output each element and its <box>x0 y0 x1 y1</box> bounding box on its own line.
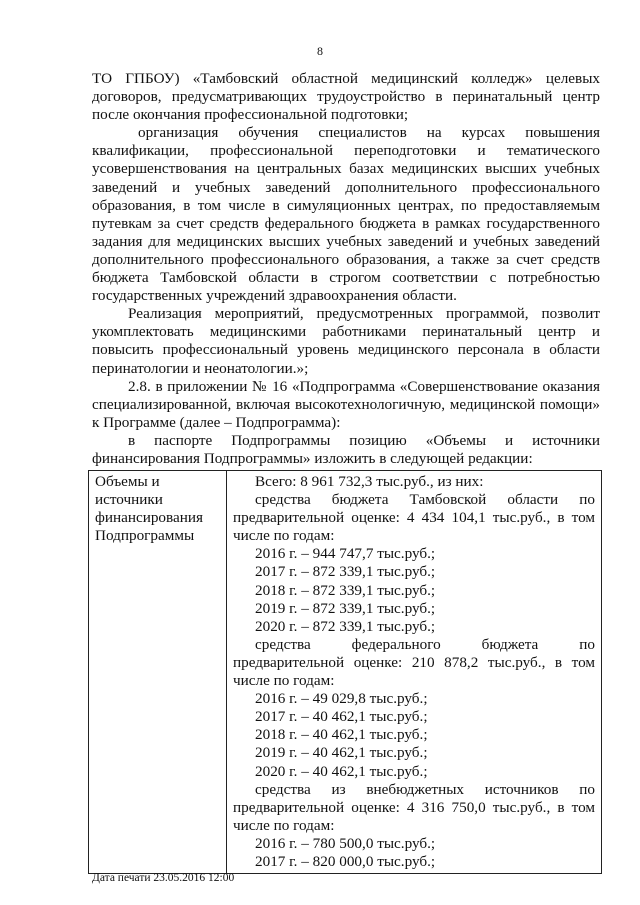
paragraph: в паспорте Подпрограммы позицию «Объемы и источники финансирования Подпрограммы» изложить в следующей редакции: <box>92 431 600 467</box>
year-line: 2017 г. – 872 339,1 тыс.руб.; <box>255 563 436 581</box>
year-line: 2020 г. – 40 462,1 тыс.руб.; <box>255 762 428 780</box>
year-line: 2018 г. – 40 462,1 тыс.руб.; <box>255 726 428 744</box>
year-line: 2019 г. – 40 462,1 тыс.руб.; <box>255 744 428 762</box>
year-line: 2020 г. – 872 339,1 тыс.руб.; <box>255 617 436 635</box>
year-line: 2017 г. – 40 462,1 тыс.руб.; <box>255 708 428 726</box>
federal-intro: средства федерального бюджета по предварительной оценке: 210 878,2 тыс.руб., в том числе по годам: <box>233 635 595 690</box>
table-value-cell <box>227 471 602 874</box>
year-line: 2018 г. – 872 339,1 тыс.руб.; <box>255 581 436 599</box>
print-date-footer: Дата печати 23.05.2016 12:00 <box>92 872 235 884</box>
paragraph: организация обучения специалистов на курсах повышения квалификации, профессиональной переподготовки и тематического усовершенствования на центральных базах медицинских высших учебных заведений и учебных заведений дополнительного профессионального образования, в том числе в симуляционных центрах, по предоставляемым путевкам за счет средств федерального бюджета в рамках государственного задания для медицинских высших учебных заведений и учебных заведений дополнительного профессионального образования, а также за счет средств бюджета Тамбовской области в строгом соответствии с потребностью государственных учреждений здравоохранения области. <box>92 124 600 305</box>
page-number: 8 <box>317 44 323 58</box>
year-line: 2016 г. – 49 029,8 тыс.руб.; <box>255 690 428 708</box>
regional-intro: средства бюджета Тамбовской области по предварительной оценке: 4 434 104,1 тыс.руб., в том числе по годам: <box>233 491 595 545</box>
total-line: Всего: 8 961 732,3 тыс.руб., из них: <box>255 473 484 490</box>
table-label: Объемы и источники финансирования Подпрограммы <box>95 473 203 545</box>
paragraph: 2.8. в приложении № 16 «Подпрограмма «Совершенствование оказания специализированной, включая высокотехнологичную, медицинской помощи» к Программе (далее – Подпрограмма): <box>92 377 600 431</box>
body-text <box>92 70 600 468</box>
table-label-cell <box>89 471 227 874</box>
paragraph: Реализация мероприятий, предусмотренных программой, позволит укомплектовать медицинскими работниками перинатальный центр и повысить профессиональный уровень медицинского персонала в области перинатологии и неонатологии.»; <box>92 305 600 377</box>
year-line: 2016 г. – 944 747,7 тыс.руб.; <box>255 545 436 563</box>
year-line: 2019 г. – 872 339,1 тыс.руб.; <box>255 599 436 617</box>
financing-table <box>88 470 602 874</box>
extra-budget-intro: средства из внебюджетных источников по предварительной оценке: 4 316 750,0 тыс.руб., в том числе по годам: <box>233 780 595 834</box>
year-line: 2017 г. – 820 000,0 тыс.руб.; <box>255 852 436 870</box>
paragraph: ТО ГПБОУ) «Тамбовский областной медицинский колледж» целевых договоров, предусматривающих трудоустройство в перинатальный центр после окончания профессиональной подготовки; <box>92 70 600 124</box>
year-line: 2016 г. – 780 500,0 тыс.руб.; <box>255 834 436 852</box>
